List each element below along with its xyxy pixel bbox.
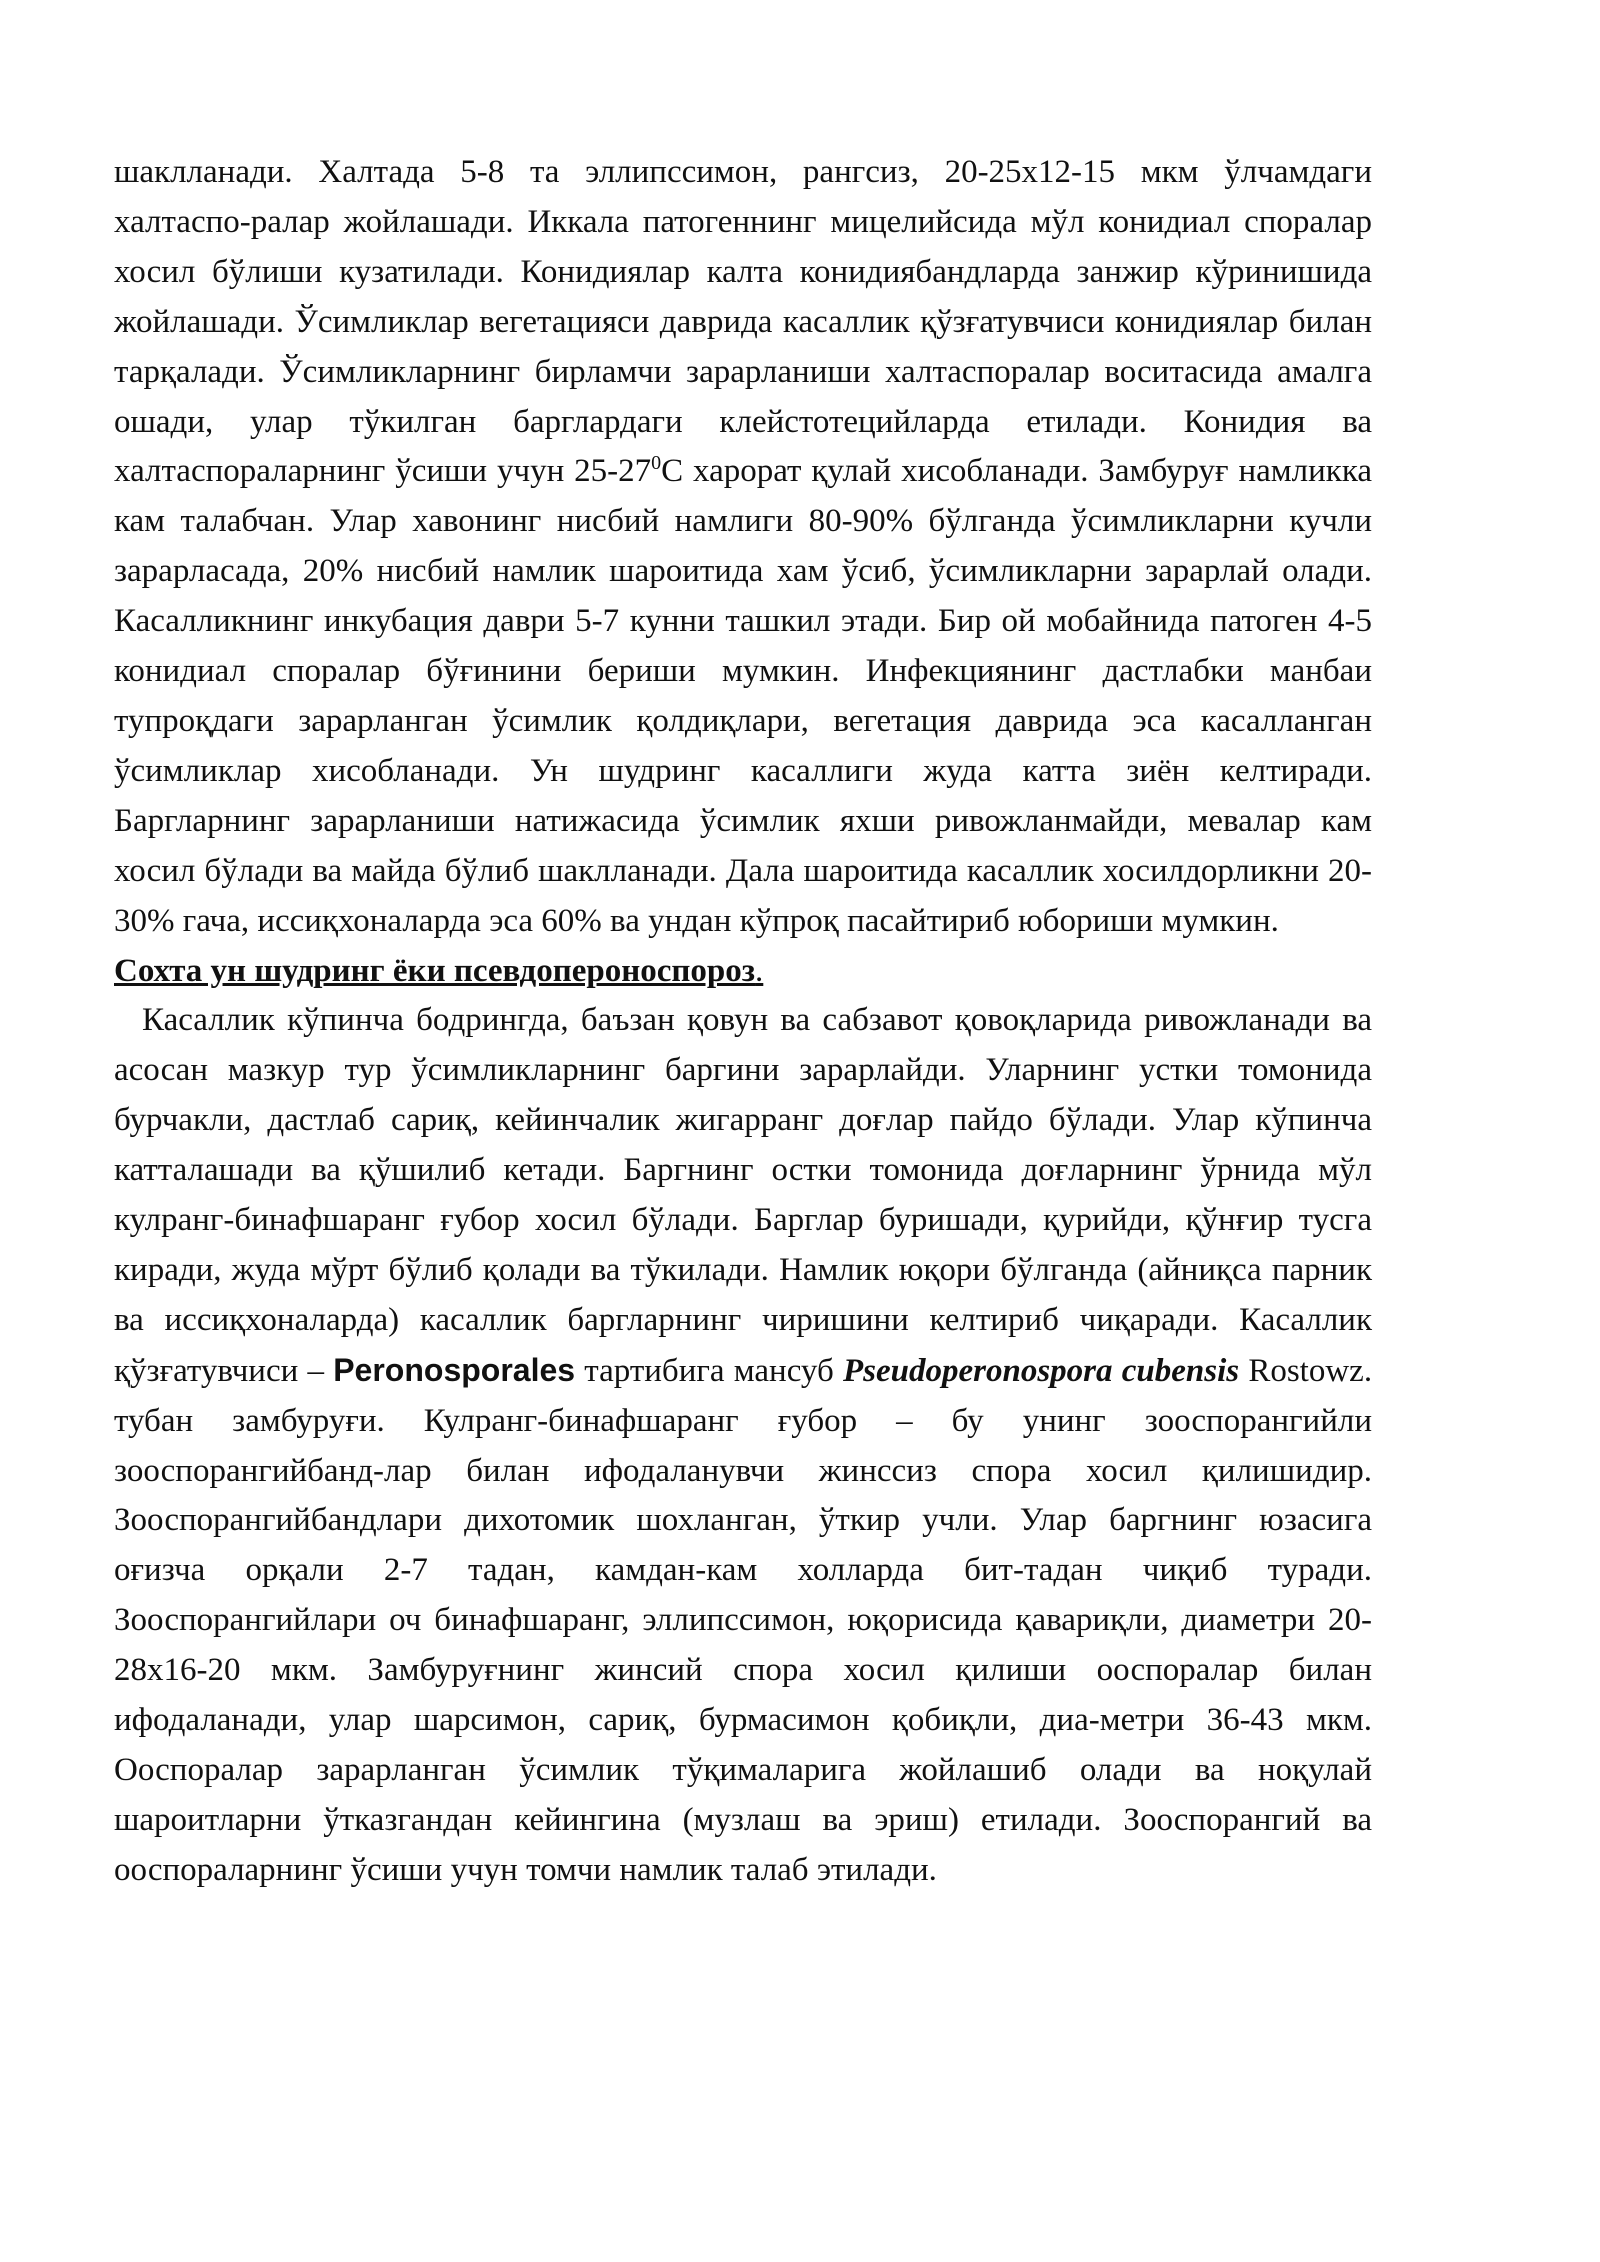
- paragraph-text: шаклланади. Халтада 5-8 та эллипссимон, рангсиз, 20-25х12-15 мкм ўлчамдаги халтаспо-ралар жойлашади. Иккала патогеннинг мицелийсида мўл конидиал споралар хосил бўлиши кузатилади. Конидиялар калта конидиябандларда занжир кўринишида жойлашади. Ўсимликлар вегетацияси даврида касаллик қўзғатувчиси конидиялар билан тарқалади. Ўсимликларнинг бирламчи зарарланиши халтаспоралар воситасида амалга ошади, улар тўкилган барглардаги клейстотецийларда етилади. Конидия ва халтаспораларнинг ўсиши учун 25-27: [114, 154, 1372, 490]
- paragraph-text: Rostowz. тубан замбуруғи. Кулранг-бинафшаранг ғубор – бу унинг зооспорангийли зооспорангийбанд-лар билан ифодаланувчи жинссиз спора хосил қилишидир. Зооспорангийбандлари дихотомик шохланган, ўткир учли. Улар баргнинг юзасига оғизча орқали 2-7 тадан, камдан-кам холларда бит-тадан чиқиб туради. Зооспорангийлари оч бинафшаранг, эллипссимон, юқорисида қавариқли, диаметри 20-28х16-20 мкм. Замбуруғнинг жинсий спора хосил қилиши ооспоралар билан ифодаланади, улар шарсимон, сариқ, бурмасимон қобиқли, диа-метри 36-43 мкм. Ооспоралар зарарланган ўсимлик тўқималарига жойлашиб олади ва ноқулай шароитларни ўтказгандан кейингина (музлаш ва эриш) етилади. Зооспорангий ва ооспораларнинг ўсиши учун томчи намлик талаб этилади.: [114, 1352, 1373, 1888]
- order-name: Peronosporales: [333, 1351, 576, 1388]
- paragraph-downy-mildew: [114, 996, 1372, 1895]
- document-page: [114, 148, 1372, 1896]
- degree-superscript: 0: [651, 452, 662, 475]
- section-heading-period: .: [755, 952, 764, 989]
- paragraph-text: Касаллик кўпинча бодрингда, баъзан қовун ва сабзавот қовоқларида ривожланади ва асосан мазкур тур ўсимликларнинг баргини зарарлайди. Уларнинг устки томонида бурчакли, дастлаб сариқ, кейинчалик жигарранг доғлар пайдо бўлади. Улар кўпинча катталашади ва қўшилиб кетади. Баргнинг остки томонида доғларнинг ўрнида мўл кулранг-бинафшаранг ғубор хосил бўлади. Барглар буришади, қурийди, қўнғир тусга киради, жуда мўрт бўлиб қолади ва тўкилади. Намлик юқори бўлганда (айниқса парник ва иссиқхоналарда) касаллик баргларнинг чиришини келтириб чиқаради. Касаллик қўзғатувчиси –: [114, 1002, 1372, 1389]
- paragraph-powdery-mildew: [114, 148, 1372, 947]
- paragraph-text: тартибига мансуб: [584, 1352, 834, 1389]
- species-name: Pseudoperonospora cubensis: [843, 1352, 1240, 1389]
- section-heading-title: Сохта ун шудринг ёки псевдопероноспороз: [114, 952, 756, 989]
- paragraph-text: С харорат қулай хисобланади. Замбуруғ намликка кам талабчан. Улар хавонинг нисбий намлиги 80-90% бўлганда ўсимликларни кучли зарарласада, 20% нисбий намлик шароитида хам ўсиб, ўсимликларни зарарлай олади. Касалликнинг инкубация даври 5-7 кунни ташкил этади. Бир ой мобайнида патоген 4-5 конидиал споралар бўғинини бериши мумкин. Инфекциянинг дастлабки манбаи тупроқдаги зарарланган ўсимлик қолдиқлари, вегетация даврида эса касалланган ўсимликлар хисобланади. Ун шудринг касаллиги жуда катта зиён келтиради. Баргларнинг зарарланиши натижасида ўсимлик яхши ривожланмайди, мевалар кам хосил бўлади ва майда бўлиб шаклланади. Дала шароитида касаллик хосилдорликни 20-30% гача, иссиқхоналарда эса 60% ва ундан кўпроқ пасайтириб юбориши мумкин.: [114, 453, 1372, 939]
- section-heading: [114, 947, 1372, 997]
